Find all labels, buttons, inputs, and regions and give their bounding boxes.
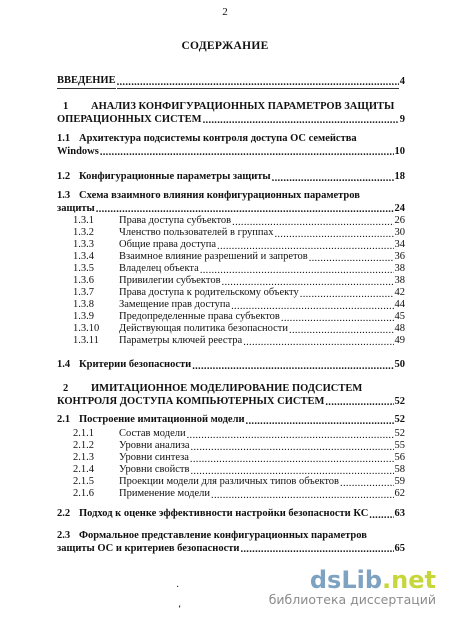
toc-number: 2.1 — [57, 414, 71, 425]
toc-page: 10 — [394, 145, 405, 157]
toc-page: 24 — [394, 202, 405, 214]
toc-entry-text: защиты — [57, 202, 95, 214]
toc-number: 2.1.1 — [73, 428, 94, 439]
toc-leader — [200, 266, 394, 276]
toc-page: 44 — [394, 299, 405, 310]
toc-entry-text: Подход к оценке эффективности настройки безопасности КС — [79, 508, 369, 519]
toc-page: 55 — [394, 440, 405, 451]
toc-entry-2-1 — [57, 414, 405, 427]
toc-page: 42 — [394, 287, 405, 298]
toc-entry-1-3-5 — [57, 263, 405, 276]
toc-number: 1 — [63, 101, 69, 112]
toc-leader — [274, 230, 393, 240]
toc-entry-line1: Схема взаимного влияния конфигурационных параметров — [79, 190, 360, 201]
toc-entry-text: Предопределенные права субъектов — [119, 311, 280, 322]
watermark — [269, 568, 436, 608]
toc-entry-1-3-10 — [57, 323, 405, 336]
toc-page: 18 — [394, 171, 405, 182]
toc-entry-text: Параметры ключей реестра — [119, 335, 243, 346]
toc-entry-text: Построение имитационной модели — [79, 414, 245, 425]
watermark-subtitle: библиотека диссертаций — [268, 592, 436, 607]
toc-entry-2-3 — [57, 530, 405, 555]
toc-number: 1.3.10 — [73, 323, 100, 334]
toc-leader — [217, 242, 393, 252]
toc-entry-text: Уровни анализа — [119, 440, 190, 451]
toc-leader — [289, 326, 393, 336]
toc-number: 1.3.4 — [73, 251, 94, 262]
toc-leader — [187, 431, 394, 441]
toc-entry-1-3-11 — [57, 335, 405, 348]
toc-entry-text: Уровни свойств — [119, 464, 190, 475]
toc-number: 1.3.1 — [73, 215, 94, 226]
toc-entry-2-1-6 — [57, 488, 405, 501]
toc-entry-1-3 — [57, 190, 405, 215]
toc-page: 26 — [394, 215, 405, 226]
toc-entry-2-2 — [57, 508, 405, 521]
toc-entry-1-3-8 — [57, 299, 405, 312]
toc-entry-line1: АНАЛИЗ КОНФИГУРАЦИОННЫХ ПАРАМЕТРОВ ЗАЩИТЫ — [91, 101, 395, 112]
toc-number: 1.3.3 — [73, 239, 94, 250]
toc-entry-text: КОНТРОЛЯ ДОСТУПА КОМПЬЮТЕРНЫХ СИСТЕМ — [57, 395, 325, 407]
toc-leader — [309, 254, 394, 264]
toc-leader — [246, 417, 394, 427]
toc-leader — [300, 290, 394, 300]
toc-entry-1-3-9 — [57, 311, 405, 324]
toc-entry-chapter-1 — [57, 101, 405, 126]
toc-page: 34 — [394, 239, 405, 250]
toc-entry-1-3-2 — [57, 227, 405, 240]
toc-entry-text: Членство пользователей в группах — [119, 227, 274, 238]
toc-entry-text: Применение модели — [119, 488, 211, 499]
page-title: СОДЕРЖАНИЕ — [181, 40, 269, 52]
toc-number: 1.2 — [57, 171, 71, 182]
toc-entry-text: Права доступа к родительскому объекту — [119, 287, 299, 298]
toc-entry-text: Проекции модели для различных типов объектов — [119, 476, 340, 487]
toc-entry-intro — [57, 75, 405, 89]
toc-entry-text: ОПЕРАЦИОННЫХ СИСТЕМ — [57, 113, 202, 125]
toc-leader — [222, 278, 394, 288]
toc-number: 1.3.8 — [73, 299, 94, 310]
toc-page: 56 — [394, 452, 405, 463]
toc-entry-1-3-3 — [57, 239, 405, 252]
toc-page: 30 — [394, 227, 405, 238]
toc-entry-text: Права доступа субъектов — [119, 215, 232, 226]
toc-page: 36 — [394, 251, 405, 262]
toc-entry-text: Владелец объекта — [119, 263, 199, 274]
toc-number: 1.3.5 — [73, 263, 94, 274]
toc-leader — [96, 205, 394, 215]
toc-leader — [281, 314, 394, 324]
toc-entry-text: Состав модели — [119, 428, 186, 439]
toc-entry-text: Действующая политика безопасности — [119, 323, 289, 334]
toc-number: 2.2 — [57, 508, 71, 519]
toc-entry-2-1-1 — [57, 428, 405, 441]
toc-entry-line1: Формальное представление конфигурационных параметров — [79, 530, 367, 541]
toc-leader — [191, 443, 394, 453]
toc-page: 38 — [394, 263, 405, 274]
toc-leader — [231, 302, 393, 312]
toc-page: 65 — [394, 542, 405, 554]
toc-number: 2.1.2 — [73, 440, 94, 451]
toc-entry-1-3-6 — [57, 275, 405, 288]
toc-page: 38 — [394, 275, 405, 286]
scan-speck: ‘ — [178, 604, 182, 615]
toc-number: 2.1.5 — [73, 476, 94, 487]
toc-entry-text: Привилегии субъектов — [119, 275, 221, 286]
toc-number: 1.3.9 — [73, 311, 94, 322]
toc-number: 1.3 — [57, 190, 71, 201]
toc-leader — [211, 491, 393, 501]
toc-entry-text: Общие права доступа — [119, 239, 217, 250]
toc-number: 1.3.2 — [73, 227, 94, 238]
toc-page: 48 — [394, 323, 405, 334]
toc-page: 9 — [399, 113, 405, 125]
toc-number: 1.1 — [57, 133, 71, 144]
toc-entry-2-1-3 — [57, 452, 405, 465]
toc-number: 1.4 — [57, 359, 71, 370]
toc-page: 49 — [394, 335, 405, 346]
toc-entry-text: Замещение прав доступа — [119, 299, 231, 310]
toc-entry-1-2 — [57, 171, 405, 184]
toc-entry-text: Критерии безопасности — [79, 359, 192, 370]
toc-entry-1-3-4 — [57, 251, 405, 264]
toc-number: 2 — [63, 383, 69, 394]
toc-page: 52 — [394, 414, 405, 425]
toc-leader — [340, 479, 393, 489]
toc-leader — [243, 338, 393, 348]
toc-leader — [190, 467, 393, 477]
toc-entry-1-3-7 — [57, 287, 405, 300]
toc-number: 2.1.6 — [73, 488, 94, 499]
toc-page: 62 — [394, 488, 405, 499]
toc-entry-text: защиты ОС и критериев безопасности — [57, 542, 240, 554]
toc-entry-text: ВВЕДЕНИЕ — [57, 75, 116, 89]
toc-page: 59 — [394, 476, 405, 487]
toc-number: 2.3 — [57, 530, 71, 541]
toc-entry-text: Windows — [57, 145, 99, 157]
toc-leader — [100, 148, 394, 158]
toc-entry-line1: ИМИТАЦИОННОЕ МОДЕЛИРОВАНИЕ ПОДСИСТЕМ — [91, 383, 363, 394]
toc-leader — [192, 362, 393, 372]
toc-entry-text: Взаимное влияние разрешений и запретов — [119, 251, 308, 262]
toc-leader — [232, 218, 393, 228]
toc-number: 2.1.3 — [73, 452, 94, 463]
toc-entry-2-1-4 — [57, 464, 405, 477]
page-number: 2 — [222, 6, 228, 18]
toc-leader — [203, 116, 399, 126]
toc-entry-1-3-1 — [57, 215, 405, 228]
toc-number: 2.1.4 — [73, 464, 94, 475]
toc-number: 1.3.7 — [73, 287, 94, 298]
toc-entry-text: Уровни синтеза — [119, 452, 189, 463]
toc-leader — [272, 174, 394, 184]
toc-page: 45 — [394, 311, 405, 322]
toc-leader — [117, 78, 399, 89]
toc-number: 1.3.6 — [73, 275, 94, 286]
toc-entry-2-1-2 — [57, 440, 405, 453]
scan-speck: · — [176, 582, 180, 593]
toc-leader — [240, 545, 393, 555]
toc-page: 58 — [394, 464, 405, 475]
toc-entry-chapter-2 — [57, 383, 405, 408]
toc-number: 1.3.11 — [73, 335, 99, 346]
toc-leader — [369, 511, 393, 521]
toc-page: 63 — [394, 508, 405, 519]
toc-entry-2-1-5 — [57, 476, 405, 489]
toc-page: 50 — [394, 359, 405, 370]
toc-page: 4 — [399, 76, 405, 87]
toc-page: 52 — [394, 395, 405, 407]
toc-page: 52 — [394, 428, 405, 439]
toc-entry-1-4 — [57, 359, 405, 372]
toc-entry-text: Конфигурационные параметры защиты — [79, 171, 271, 182]
toc-leader — [190, 455, 394, 465]
toc-entry-1-1 — [57, 133, 405, 158]
toc-entry-line1: Архитектура подсистемы контроля доступа ОС семейства — [79, 133, 357, 144]
watermark-logo: dsLib.net — [309, 566, 436, 594]
toc-leader — [325, 398, 393, 408]
